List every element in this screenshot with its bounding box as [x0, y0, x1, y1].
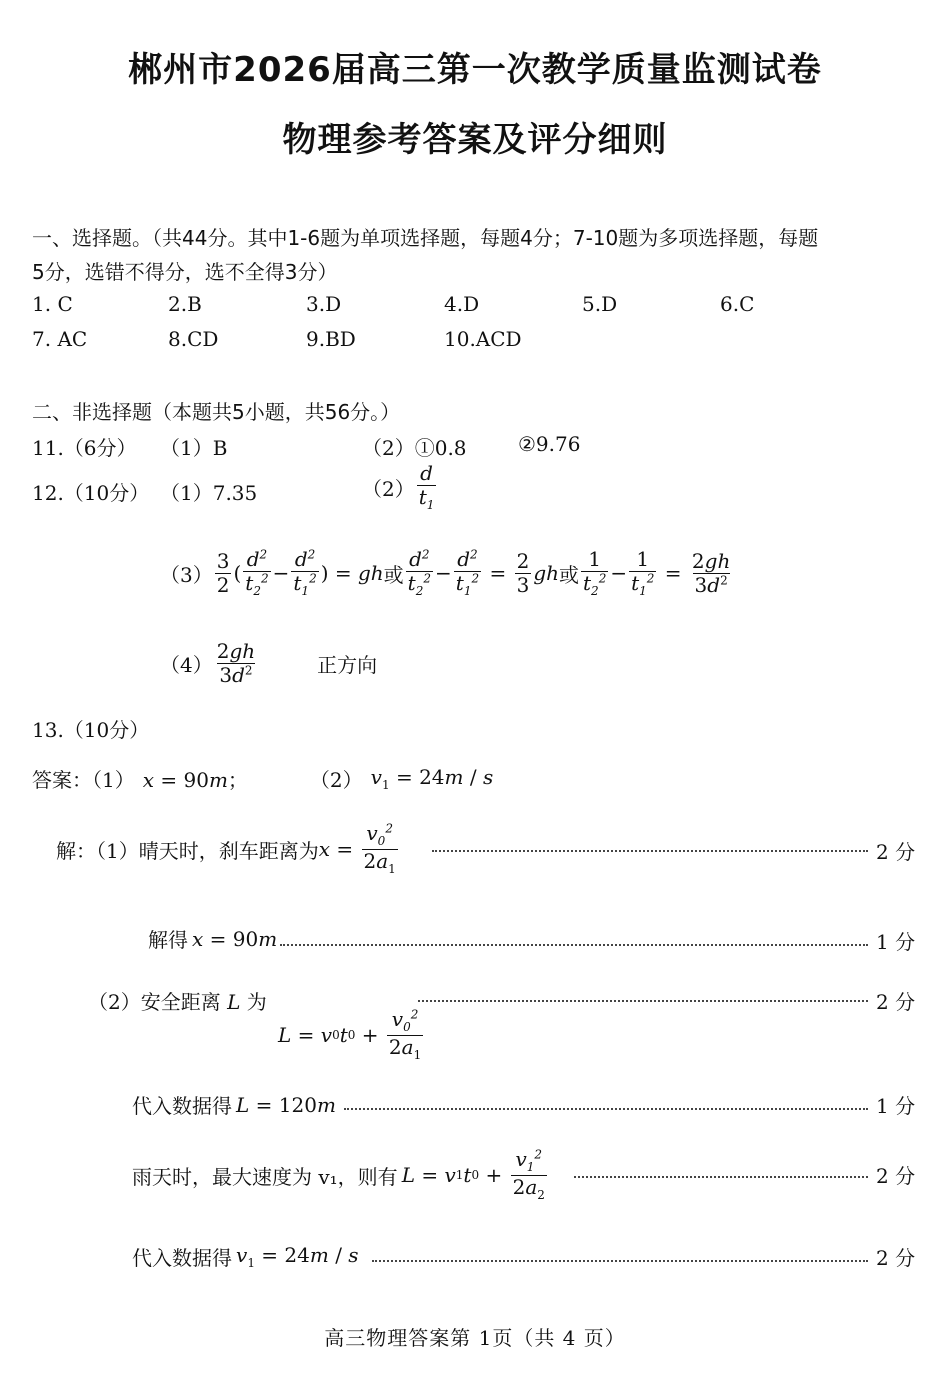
q13-safety-distance-formula: L = v 0 t 0 + $\frac{v_0^2}{2a_1}$	[278, 1007, 422, 1062]
q13-solve-text: 解得	[148, 928, 188, 952]
q13-label: 13.（10分）	[32, 718, 150, 742]
q13-solution-1	[56, 822, 400, 877]
q11-part2: （2）①0.8	[362, 436, 467, 460]
q13-rain-line	[132, 1148, 549, 1203]
q13-solve-line	[148, 924, 277, 953]
score-label: 2 分	[876, 1246, 916, 1270]
score-label: 1 分	[876, 1094, 916, 1118]
q13-substitute-formula-2: $v_1 = 24m / s$	[236, 1243, 359, 1270]
score-label: 2 分	[876, 990, 916, 1014]
q13-substitute-text-1: 代入数据得	[132, 1094, 232, 1118]
dot-leader	[372, 1260, 868, 1262]
dot-leader	[418, 1000, 868, 1002]
q12-part4-formula: $\frac{2gh}{3d^2}$	[216, 639, 256, 687]
q13-answer-line	[32, 764, 493, 793]
q13-part2-text: （2）安全距离	[88, 990, 221, 1014]
q12-label: 12.（10分）	[32, 481, 150, 505]
q13-part2-suffix: 为	[246, 990, 267, 1014]
dot-leader	[344, 1108, 868, 1110]
q12-part2-label: （2）	[362, 476, 415, 501]
choice-answer-5: 5.D	[582, 292, 618, 316]
q12-part3-label: （3）	[160, 562, 213, 587]
choice-answer-2: 2.B	[168, 292, 202, 316]
q13-solution-1-formula: x = $\frac{v_0^2}{2a_1}$	[318, 821, 396, 876]
score-label: 2 分	[876, 840, 916, 864]
q13-solve-formula: x = 90m	[192, 926, 278, 951]
page-title: 郴州市2026届高三第一次教学质量监测试卷	[128, 50, 822, 90]
q12-part2-formula: $\frac{d}{t_1}$	[418, 461, 435, 512]
q13-part2-var: L	[227, 990, 241, 1014]
q12-or-1: 或	[383, 562, 404, 587]
q12-part4	[160, 640, 377, 687]
q12-part4-label: （4）	[160, 653, 213, 677]
page-subtitle: 物理参考答案及评分细则	[282, 120, 668, 160]
q11-label: 11.（6分）	[32, 436, 137, 460]
q13-answer-2-formula: $v_1 = 24m / s$	[370, 765, 494, 792]
q12-direction: 正方向	[317, 653, 378, 677]
section1-heading-line2: 5分，选错不得分，选不全得3分）	[32, 260, 338, 284]
choice-answer-7: 7. AC	[32, 327, 88, 351]
page-footer: 高三物理答案第 1页（共 4 页）	[324, 1326, 626, 1350]
choice-answer-8: 8.CD	[168, 327, 219, 351]
dot-leader	[280, 944, 868, 946]
q11-part3: ②9.76	[518, 432, 581, 456]
q13-substitute-line-2	[132, 1242, 359, 1271]
q13-answer-prefix: 答案：（1）	[32, 768, 135, 792]
q13-substitute-text-2: 代入数据得	[132, 1246, 232, 1270]
choice-answer-10: 10.ACD	[444, 327, 522, 351]
choice-answer-4: 4.D	[444, 292, 480, 316]
q13-substitute-formula-1: L = 120m	[236, 1092, 336, 1117]
choice-answer-3: 3.D	[306, 292, 342, 316]
section1-heading-line1: 一、选择题。（共44分。其中1-6题为单项选择题，每题4分；7-10题为多项选择题，每题	[32, 226, 819, 250]
q13-answer-1-formula: x = 90m；	[142, 768, 248, 792]
q11-part1: （1）B	[160, 436, 228, 460]
q13-rain-text: 雨天时，最大速度为 v₁，则有	[132, 1164, 398, 1189]
choice-answer-6: 6.C	[720, 292, 755, 316]
choice-answer-9: 9.BD	[306, 327, 356, 351]
score-label: 1 分	[876, 930, 916, 954]
choice-answer-1: 1. C	[32, 292, 73, 316]
q12-part2	[362, 462, 438, 513]
score-label: 2 分	[876, 1164, 916, 1188]
q13-answer-p2: （2）	[309, 768, 363, 792]
q12-part3	[160, 548, 734, 599]
dot-leader	[574, 1176, 868, 1178]
q13-substitute-line-1	[132, 1090, 336, 1119]
q13-part2-line	[88, 986, 267, 1015]
q13-rain-formula: L = v 1 t 0 + $\frac{v_1^2}{2a_2}$	[401, 1147, 545, 1202]
q12-part3-formula: $\frac{3}{2}$ ( $\frac{d^2}{t_2^2}$ − $\frac{d^2}{t_1^2}$ ) = gh 或 $\frac{d^2}{t_2^2}$ − $\frac{d^2}{t_1^2}$ = $\frac{2}{3}$ gh 或 $\frac{1}{t_2^2}$ − $\frac{1}{t_1^2}$ = $\frac{2gh}{3d^2}$	[216, 547, 731, 598]
q13-solution-1-text: 解：（1）晴天时，刹车距离为	[56, 838, 319, 863]
q12-part1: （1）7.35	[160, 481, 258, 505]
section2-heading: 二、非选择题（本题共5小题，共56分。）	[32, 400, 401, 424]
dot-leader	[432, 850, 868, 852]
q12-or-2: 或	[559, 562, 579, 587]
